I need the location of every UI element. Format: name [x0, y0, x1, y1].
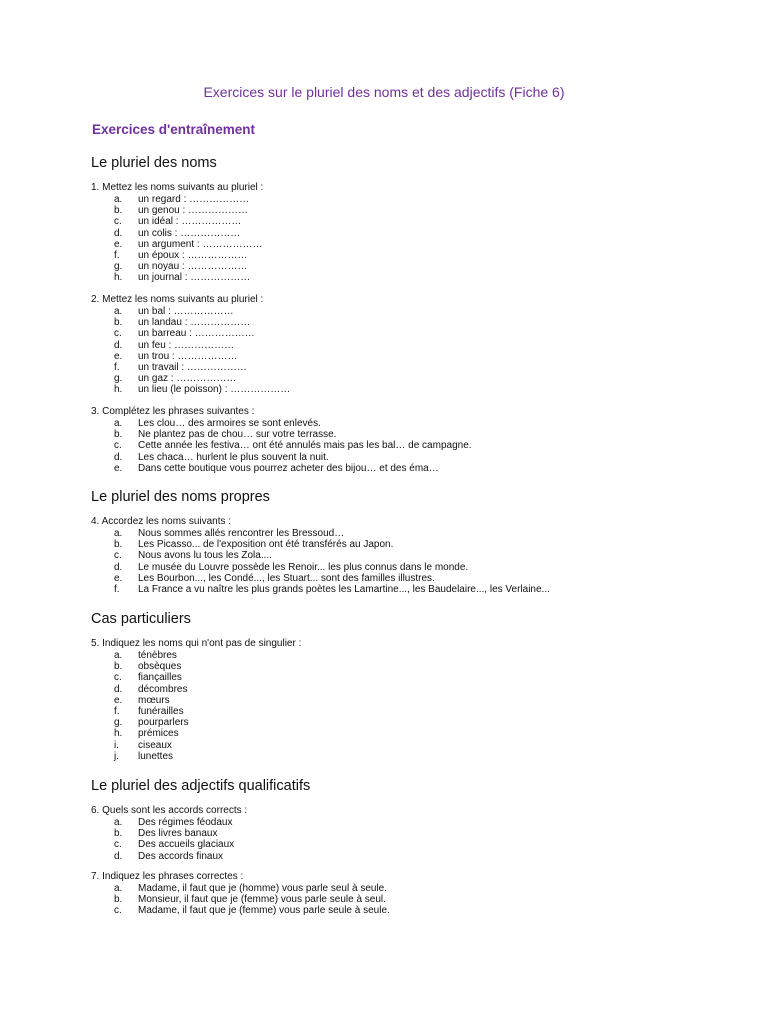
- list-item: [114, 839, 234, 850]
- item-letter: j.: [114, 750, 119, 762]
- item-text: un journal : ………………: [138, 272, 251, 284]
- question-prompt: 7. Indiquez les phrases correctes :: [91, 871, 244, 882]
- item-letter: c.: [114, 550, 122, 562]
- list-item: [114, 706, 189, 717]
- list-item: [114, 717, 189, 728]
- item-text: Des accueils glaciaux: [138, 839, 235, 851]
- item-letter: g.: [114, 717, 123, 729]
- item-letter: a.: [114, 306, 123, 317]
- item-letter: c.: [114, 440, 122, 452]
- item-text: Madame, il faut que je (homme) vous parle seul à seule.: [138, 883, 388, 894]
- list-item: [114, 562, 550, 573]
- question-prompt: 6. Quels sont les accords corrects :: [91, 805, 248, 816]
- item-letter: f.: [114, 250, 120, 262]
- item-list: [114, 528, 550, 595]
- item-text: prémices: [138, 728, 179, 740]
- item-letter: b.: [114, 661, 123, 673]
- item-list: [114, 650, 189, 762]
- item-text: Des livres banaux: [138, 828, 218, 840]
- item-letter: b.: [114, 828, 123, 840]
- list-item: [114, 373, 290, 384]
- list-item: [114, 894, 390, 905]
- item-letter: c.: [114, 328, 122, 340]
- item-text: Nous sommes allés rencontrer les Bressoud…: [138, 528, 345, 539]
- item-letter: e.: [114, 350, 123, 362]
- item-letter: b.: [114, 429, 123, 441]
- item-text: ciseaux: [138, 739, 172, 751]
- item-letter: c.: [114, 839, 122, 851]
- item-letter: a.: [114, 817, 123, 828]
- item-text: Des accords finaux: [138, 850, 224, 862]
- question-prompt: 4. Accordez les noms suivants :: [91, 516, 232, 527]
- item-text: Les clou… des armoires se sont enlevés.: [138, 418, 321, 429]
- item-letter: c.: [114, 905, 122, 917]
- list-item: [114, 205, 262, 216]
- question-prompt: 2. Mettez les noms suivants au pluriel :: [91, 294, 264, 305]
- item-text: un travail : ………………: [138, 362, 247, 374]
- question-prompt: 5. Indiquez les noms qui n'ont pas de singulier :: [91, 638, 302, 649]
- list-item: [114, 828, 234, 839]
- list-item: [114, 817, 234, 828]
- item-text: Ne plantez pas de chou… sur votre terrasse.: [138, 429, 337, 441]
- item-text: un époux : ………………: [138, 250, 248, 262]
- document-subtitle: Exercices d'entraînement: [92, 122, 256, 137]
- item-text: La France a vu naître les plus grands poètes les Lamartine..., les Baudelaire..., les Verlaine...: [138, 584, 550, 596]
- list-item: [114, 661, 189, 672]
- item-text: Cette année les festiva… ont été annulés mais pas les bal… de campagne.: [138, 440, 472, 452]
- section-title: Le pluriel des noms propres: [91, 489, 270, 505]
- list-item: [114, 272, 262, 283]
- item-list: [114, 418, 472, 474]
- item-letter: a.: [114, 528, 123, 539]
- item-letter: g.: [114, 261, 123, 273]
- item-letter: h.: [114, 272, 123, 284]
- list-item: [114, 672, 189, 683]
- item-letter: a.: [114, 883, 123, 894]
- list-item: [114, 328, 290, 339]
- list-item: [114, 650, 189, 661]
- section-title: Le pluriel des noms: [91, 155, 217, 171]
- item-letter: a.: [114, 650, 123, 661]
- list-item: [114, 228, 262, 239]
- list-item: [114, 250, 262, 261]
- item-letter: b.: [114, 539, 123, 551]
- item-text: obsèques: [138, 661, 182, 673]
- list-item: [114, 740, 189, 751]
- item-letter: d.: [114, 339, 123, 351]
- question-prompt: 1. Mettez les noms suivants au pluriel :: [91, 182, 264, 193]
- list-item: [114, 751, 189, 762]
- list-item: [114, 429, 472, 440]
- item-letter: e.: [114, 694, 123, 706]
- item-letter: f.: [114, 706, 120, 718]
- item-text: funérailles: [138, 706, 184, 718]
- item-letter: a.: [114, 418, 123, 429]
- list-item: [114, 684, 189, 695]
- item-letter: e.: [114, 572, 123, 584]
- item-letter: b.: [114, 317, 123, 329]
- item-text: Les Bourbon..., les Condé..., les Stuart... sont des familles illustres.: [138, 572, 435, 584]
- item-text: un barreau : ………………: [138, 328, 255, 340]
- item-letter: d.: [114, 227, 123, 239]
- list-item: [114, 384, 290, 395]
- list-item: [114, 340, 290, 351]
- list-item: [114, 306, 290, 317]
- item-letter: c.: [114, 672, 122, 684]
- section-title: Cas particuliers: [91, 611, 191, 627]
- list-item: [114, 695, 189, 706]
- item-text: Madame, il faut que je (femme) vous parle seule à seule.: [138, 905, 390, 917]
- item-text: un idéal : ………………: [138, 216, 242, 228]
- list-item: [114, 194, 262, 205]
- list-item: [114, 351, 290, 362]
- item-text: fiançailles: [138, 672, 182, 684]
- item-text: un gaz : ………………: [138, 373, 237, 385]
- list-item: [114, 728, 189, 739]
- item-text: un argument : ………………: [138, 238, 263, 250]
- item-text: Le musée du Louvre possède les Renoir... les plus connus dans le monde.: [138, 561, 469, 573]
- list-item: [114, 584, 550, 595]
- item-text: un noyau : ………………: [138, 261, 248, 273]
- list-item: [114, 851, 234, 862]
- item-list: [114, 306, 290, 396]
- item-text: décombres: [138, 683, 188, 695]
- item-text: Des régimes féodaux: [138, 817, 233, 828]
- section-title: Le pluriel des adjectifs qualificatifs: [91, 778, 311, 794]
- item-text: un genou : ………………: [138, 205, 249, 217]
- item-text: Les Picasso... de l'exposition ont été transférés au Japon.: [138, 539, 394, 551]
- item-text: un trou : ………………: [138, 350, 238, 362]
- list-item: [114, 239, 262, 250]
- item-text: un colis : ………………: [138, 227, 241, 239]
- item-letter: h.: [114, 728, 123, 740]
- item-letter: h.: [114, 384, 123, 396]
- item-letter: e.: [114, 462, 123, 474]
- item-letter: i.: [114, 739, 119, 751]
- item-text: un feu : ………………: [138, 339, 235, 351]
- question-prompt: 3. Complétez les phrases suivantes :: [91, 406, 255, 417]
- item-text: pourparlers: [138, 717, 189, 729]
- list-item: [114, 573, 550, 584]
- list-item: [114, 550, 550, 561]
- list-item: [114, 528, 550, 539]
- list-item: [114, 440, 472, 451]
- item-letter: g.: [114, 373, 123, 385]
- item-letter: a.: [114, 194, 123, 205]
- item-letter: e.: [114, 238, 123, 250]
- list-item: [114, 883, 390, 894]
- item-letter: d.: [114, 683, 123, 695]
- item-text: ténèbres: [138, 650, 177, 661]
- item-letter: f.: [114, 362, 120, 374]
- item-text: Les chaca… hurlent le plus souvent la nuit.: [138, 451, 329, 463]
- item-list: [114, 883, 390, 917]
- item-letter: b.: [114, 205, 123, 217]
- item-text: un landau : ………………: [138, 317, 251, 329]
- list-item: [114, 317, 290, 328]
- document-title: Exercices sur le pluriel des noms et des adjectifs (Fiche 6): [203, 84, 565, 100]
- item-letter: d.: [114, 451, 123, 463]
- list-item: [114, 463, 472, 474]
- item-text: Nous avons lu tous les Zola....: [138, 550, 272, 562]
- item-letter: d.: [114, 561, 123, 573]
- item-letter: c.: [114, 216, 122, 228]
- list-item: [114, 452, 472, 463]
- item-text: Monsieur, il faut que je (femme) vous parle seule à seul.: [138, 894, 386, 906]
- list-item: [114, 905, 390, 916]
- item-text: un regard : ………………: [138, 194, 250, 205]
- list-item: [114, 418, 472, 429]
- item-letter: f.: [114, 584, 120, 596]
- list-item: [114, 261, 262, 272]
- list-item: [114, 216, 262, 227]
- list-item: [114, 362, 290, 373]
- item-letter: b.: [114, 894, 123, 906]
- item-list: [114, 194, 262, 284]
- list-item: [114, 539, 550, 550]
- item-text: lunettes: [138, 750, 174, 762]
- item-text: un lieu (le poisson) : ………………: [138, 384, 291, 396]
- item-text: Dans cette boutique vous pourrez acheter des bijou… et des éma…: [138, 462, 439, 474]
- item-list: [114, 817, 234, 862]
- item-letter: d.: [114, 850, 123, 862]
- item-text: un bal : ………………: [138, 306, 234, 317]
- item-text: mœurs: [138, 694, 170, 706]
